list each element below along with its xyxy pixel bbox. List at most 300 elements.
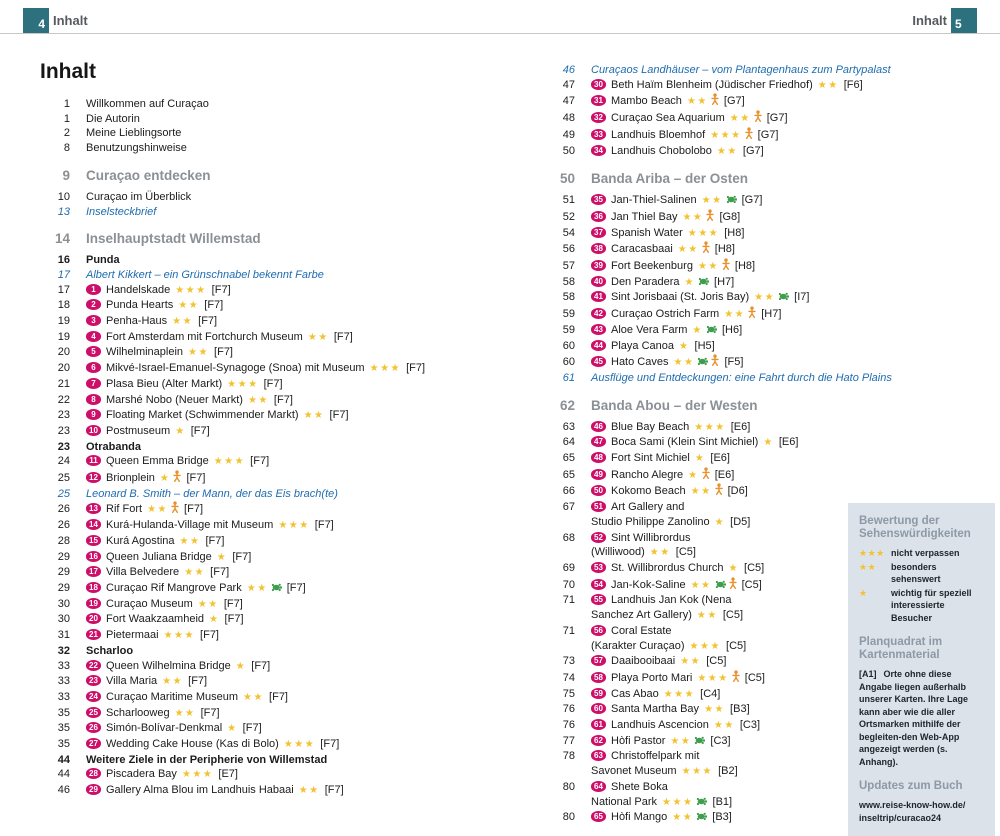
poi-number-badge: 2 bbox=[86, 299, 101, 310]
entry-page-number: 23 bbox=[57, 440, 70, 453]
toc-entry bbox=[40, 126, 520, 141]
entry-content bbox=[86, 628, 219, 644]
toc-entry bbox=[40, 345, 520, 361]
entry-content bbox=[86, 767, 238, 783]
entry-page-number: 68 bbox=[562, 531, 575, 544]
poi-name: Christoffelpark mit bbox=[611, 750, 700, 763]
map-grid-ref: [H8] bbox=[711, 243, 735, 256]
person-icon bbox=[711, 93, 719, 110]
subsection-heading bbox=[40, 753, 520, 768]
entry-page-number: 46 bbox=[57, 784, 70, 797]
entry-page-number: 33 bbox=[57, 690, 70, 703]
toc-entry bbox=[40, 141, 520, 156]
poi-name: Mambo Beach bbox=[611, 95, 682, 108]
entry-page-number: 57 bbox=[562, 260, 575, 273]
entry-content bbox=[86, 283, 231, 299]
poi-number-badge: 56 bbox=[591, 625, 606, 636]
star-rating: ★★★ bbox=[283, 739, 316, 751]
section-heading bbox=[40, 230, 520, 248]
entry-content bbox=[591, 290, 809, 306]
entry-page-number: 17 bbox=[57, 268, 70, 281]
entry-page-number: 69 bbox=[562, 561, 575, 574]
entry-content bbox=[86, 674, 207, 690]
entry-content bbox=[591, 593, 743, 623]
toc-entry bbox=[545, 483, 995, 500]
running-head-left: Inhalt bbox=[53, 13, 88, 28]
toc-entry bbox=[545, 451, 995, 467]
map-grid-ref: [F7] bbox=[403, 362, 426, 375]
entry-content bbox=[591, 780, 732, 810]
entry-content bbox=[591, 718, 760, 734]
map-grid-ref: [F7] bbox=[185, 675, 208, 688]
feature-article-entry bbox=[40, 268, 520, 283]
entry-page-number: 14 bbox=[54, 231, 70, 247]
poi-name: Landhuis Chobolobo bbox=[611, 144, 712, 157]
legend-grid-title: Planquadrat im Kartenmaterial bbox=[859, 636, 943, 661]
map-grid-ref: [G7] bbox=[738, 194, 763, 207]
poi-name: Marshé Nobo (Neuer Markt) bbox=[106, 393, 243, 406]
grid-explanation-text: Orte ohne diese Angabe liegen außerhalb unserer Karten. Ihre Lage kann aber wie die aller Ortsmarken mithilfe der begleiten-den Web-App angezeigt werden (s. Anhang). bbox=[859, 669, 969, 767]
map-grid-ref: [H7] bbox=[710, 275, 735, 288]
map-grid-ref: [E6] bbox=[727, 420, 751, 433]
entry-page-number: 50 bbox=[562, 144, 575, 157]
toc-entry bbox=[40, 565, 520, 581]
map-grid-ref: [H7] bbox=[758, 308, 782, 321]
entry-page-number: 35 bbox=[57, 722, 70, 735]
page-title: Inhalt bbox=[40, 60, 96, 83]
map-grid-ref: [E6] bbox=[711, 468, 735, 481]
star-rating: ★★ bbox=[690, 579, 712, 591]
map-grid-ref: [F7] bbox=[229, 550, 252, 563]
poi-number-badge: 51 bbox=[591, 501, 606, 512]
toc-entry bbox=[545, 209, 995, 226]
toc-entry bbox=[40, 330, 520, 346]
map-grid-ref: [C3] bbox=[707, 734, 731, 747]
star-rating: ★★ bbox=[172, 316, 194, 328]
star-rating: ★★ bbox=[682, 211, 704, 223]
entry-page-number: 54 bbox=[562, 226, 575, 239]
entry-page-number: 80 bbox=[562, 780, 575, 793]
poi-name: Gallery Alma Blou im Landhuis Habaai bbox=[106, 784, 294, 797]
poi-number-badge: 30 bbox=[591, 79, 606, 90]
star-rating: ★★★ bbox=[663, 688, 696, 700]
rating-row bbox=[859, 587, 986, 625]
nature-icon bbox=[726, 194, 737, 209]
grid-explanation bbox=[859, 668, 986, 768]
map-grid-ref: [G7] bbox=[739, 144, 764, 157]
entry-content bbox=[591, 339, 715, 355]
toc-entry bbox=[40, 190, 520, 205]
poi-name: Cas Abao bbox=[611, 687, 659, 700]
poi-number-badge: 35 bbox=[591, 194, 606, 205]
entry-page-number: 21 bbox=[57, 377, 70, 390]
poi-number-badge: 17 bbox=[86, 566, 101, 577]
map-grid-ref: [D6] bbox=[724, 485, 748, 498]
section-heading bbox=[545, 397, 995, 415]
map-grid-ref: [F7] bbox=[201, 299, 224, 312]
person-icon bbox=[715, 483, 723, 500]
poi-name: Brionplein bbox=[106, 472, 155, 485]
map-grid-ref: [F6] bbox=[840, 78, 863, 91]
poi-number-badge: 44 bbox=[591, 340, 606, 351]
nature-icon bbox=[696, 796, 707, 811]
poi-name: Jan Thiel Bay bbox=[611, 210, 678, 223]
map-grid-ref: [F7] bbox=[248, 659, 271, 672]
star-rating: ★★ bbox=[188, 347, 209, 359]
poi-number-badge: 37 bbox=[591, 227, 606, 238]
person-icon bbox=[702, 467, 710, 484]
star-rating: ★★ bbox=[178, 300, 200, 312]
poi-name: Curaçao Maritime Museum bbox=[106, 690, 239, 703]
poi-number-badge: 8 bbox=[86, 394, 101, 405]
poi-name: Handelskade bbox=[106, 283, 171, 296]
entry-page-number: 77 bbox=[562, 734, 575, 747]
entry-label: Willkommen auf Curaçao bbox=[86, 98, 209, 110]
poi-name: St. Willibrordus Church bbox=[611, 561, 724, 574]
star-rating: ★★ bbox=[303, 410, 325, 422]
poi-name: Punda Hearts bbox=[106, 299, 174, 312]
poi-number-badge: 15 bbox=[86, 535, 101, 546]
entry-content bbox=[591, 78, 863, 94]
entry-page-number: 56 bbox=[562, 243, 575, 256]
entry-label: Punda bbox=[86, 254, 120, 267]
entry-page-number: 18 bbox=[57, 299, 70, 312]
feature-article-entry bbox=[40, 205, 520, 220]
poi-number-badge: 20 bbox=[86, 613, 101, 624]
person-icon bbox=[706, 209, 714, 226]
star-rating: ★★★ bbox=[227, 378, 259, 390]
entry-page-number: 75 bbox=[562, 687, 575, 700]
poi-name-continued: Studio Philippe Zanolino bbox=[591, 515, 710, 528]
star-rating-3: ★★★ bbox=[859, 548, 885, 558]
poi-number-badge: 55 bbox=[591, 594, 606, 605]
entry-label: Ausflüge und Entdeckungen: eine Fahrt durch die Hato Plains bbox=[591, 371, 892, 384]
toc-entry bbox=[40, 534, 520, 550]
poi-name: Playa Canoa bbox=[611, 339, 674, 352]
poi-number-badge: 61 bbox=[591, 719, 606, 730]
toc-entry bbox=[545, 354, 995, 371]
poi-number-badge: 13 bbox=[86, 503, 101, 514]
star-rating: ★★★ bbox=[689, 640, 721, 652]
map-grid-ref: [F7] bbox=[330, 330, 353, 343]
poi-name: Daaibooibaai bbox=[611, 655, 676, 668]
map-grid-ref: [E7] bbox=[215, 768, 238, 781]
poi-number-badge: 14 bbox=[86, 519, 101, 530]
poi-name: Blue Bay Beach bbox=[611, 420, 690, 433]
entry-content bbox=[86, 753, 327, 768]
entry-page-number: 70 bbox=[562, 578, 575, 591]
entry-page-number: 2 bbox=[63, 127, 70, 140]
map-grid-ref: [H8] bbox=[731, 260, 756, 273]
star-rating: ★★★ bbox=[213, 456, 246, 468]
entry-content bbox=[86, 501, 203, 518]
entry-page-number: 29 bbox=[57, 566, 70, 579]
poi-name: Shete Boka bbox=[611, 780, 668, 793]
star-rating: ★★★ bbox=[710, 129, 742, 141]
entry-content bbox=[591, 702, 750, 718]
entry-page-number: 10 bbox=[57, 190, 70, 203]
poi-number-badge: 47 bbox=[591, 436, 606, 447]
toc-entry bbox=[40, 690, 520, 706]
toc-entry bbox=[40, 393, 520, 409]
poi-number-badge: 58 bbox=[591, 672, 606, 683]
poi-name-continued: (Karakter Curaçao) bbox=[591, 639, 685, 652]
toc-entry bbox=[545, 339, 995, 355]
entry-content bbox=[591, 170, 748, 188]
toc-entry bbox=[545, 306, 995, 323]
poi-number-badge: 57 bbox=[591, 655, 606, 666]
map-grid-ref: [G7] bbox=[763, 112, 788, 125]
entry-page-number: 74 bbox=[562, 671, 575, 684]
star-rating: ★★ bbox=[704, 704, 725, 716]
poi-name: Hato Caves bbox=[611, 356, 669, 369]
toc-entry bbox=[40, 501, 520, 518]
poi-name: Landhuis Bloemhof bbox=[611, 128, 706, 141]
entry-content bbox=[591, 420, 750, 436]
poi-name: Queen Wilhelmina Bridge bbox=[106, 659, 231, 672]
poi-number-badge: 4 bbox=[86, 331, 101, 342]
star-rating: ★ bbox=[159, 473, 171, 485]
entry-page-number: 30 bbox=[57, 613, 70, 626]
entry-page-number: 29 bbox=[57, 550, 70, 563]
star-rating: ★ bbox=[679, 340, 690, 352]
subsection-heading bbox=[40, 644, 520, 659]
poi-number-badge: 26 bbox=[86, 722, 101, 733]
entry-content bbox=[86, 470, 205, 487]
entry-content bbox=[591, 749, 738, 779]
subsection-heading bbox=[40, 253, 520, 268]
poi-name: Piscadera Bay bbox=[106, 768, 177, 781]
star-rating: ★★ bbox=[670, 735, 692, 747]
poi-number-badge: 39 bbox=[591, 260, 606, 271]
poi-number-badge: 9 bbox=[86, 409, 101, 420]
entry-page-number: 80 bbox=[562, 811, 575, 824]
poi-number-badge: 48 bbox=[591, 452, 606, 463]
poi-name-continued: Savonet Museum bbox=[591, 765, 677, 778]
toc-entry bbox=[40, 767, 520, 783]
poi-name: Fort Amsterdam mit Fortchurch Museum bbox=[106, 330, 303, 343]
entry-label: Weitere Ziele in der Peripherie von Willemstad bbox=[86, 753, 328, 766]
entry-content bbox=[591, 624, 746, 654]
map-grid-ref: [F7] bbox=[239, 722, 262, 735]
entry-content bbox=[86, 644, 133, 659]
rating-row bbox=[859, 547, 986, 560]
map-grid-ref: [H5] bbox=[691, 339, 715, 352]
star-rating: ★★★ bbox=[181, 769, 214, 781]
star-rating: ★★★ bbox=[694, 421, 726, 433]
feature-article-entry bbox=[40, 487, 520, 502]
entry-page-number: 71 bbox=[562, 594, 575, 607]
poi-name-continued-line bbox=[591, 639, 746, 655]
entry-label: Inselsteckbrief bbox=[86, 205, 157, 218]
nature-icon bbox=[697, 356, 708, 371]
entry-content bbox=[591, 734, 731, 750]
entry-content bbox=[86, 377, 283, 393]
entry-content bbox=[591, 371, 892, 386]
poi-name-continued: (Williwood) bbox=[591, 546, 645, 559]
star-rating: ★★ bbox=[724, 309, 746, 321]
toc-entry bbox=[545, 420, 995, 436]
entry-page-number: 33 bbox=[57, 675, 70, 688]
nature-icon bbox=[698, 276, 709, 291]
entry-content bbox=[591, 483, 748, 500]
entry-page-number: 25 bbox=[57, 472, 70, 485]
toc-entry bbox=[545, 78, 995, 94]
entry-page-number: 60 bbox=[562, 356, 575, 369]
entry-content bbox=[86, 487, 338, 502]
entry-content bbox=[86, 314, 217, 330]
poi-name: Rif Fort bbox=[106, 503, 143, 516]
entry-page-number: 23 bbox=[57, 424, 70, 437]
map-grid-ref: [C5] bbox=[738, 578, 762, 591]
entry-content bbox=[86, 659, 270, 675]
poi-name: Plasa Bieu (Alter Markt) bbox=[106, 377, 223, 390]
poi-number-badge: 50 bbox=[591, 485, 606, 496]
entry-page-number: 47 bbox=[562, 78, 575, 91]
entry-content bbox=[86, 141, 187, 156]
poi-number-badge: 1 bbox=[86, 284, 101, 295]
entry-page-number: 49 bbox=[562, 128, 575, 141]
poi-number-badge: 28 bbox=[86, 768, 101, 779]
map-grid-ref: [F7] bbox=[247, 455, 270, 468]
toc-entry bbox=[545, 323, 995, 339]
poi-number-badge: 32 bbox=[591, 112, 606, 123]
poi-name-continued-line bbox=[591, 515, 750, 531]
star-rating: ★★ bbox=[162, 676, 184, 688]
poi-number-badge: 59 bbox=[591, 688, 606, 699]
entry-page-number: 19 bbox=[57, 315, 70, 328]
poi-number-badge: 65 bbox=[591, 811, 606, 822]
star-rating: ★ bbox=[175, 425, 186, 437]
toc-entry bbox=[40, 408, 520, 424]
entry-page-number: 65 bbox=[562, 452, 575, 465]
poi-name: Fort Waakzaamheid bbox=[106, 613, 205, 626]
poi-name: Postmuseum bbox=[106, 424, 171, 437]
poi-number-badge: 45 bbox=[591, 356, 606, 367]
person-icon bbox=[754, 110, 762, 127]
toc-entry bbox=[40, 550, 520, 566]
map-grid-ref: [H8] bbox=[721, 226, 745, 239]
entry-content bbox=[86, 190, 191, 205]
star-rating: ★ bbox=[209, 614, 220, 626]
poi-number-badge: 43 bbox=[591, 324, 606, 335]
entry-page-number: 1 bbox=[63, 112, 70, 125]
entry-page-number: 51 bbox=[562, 194, 575, 207]
poi-name: Aloe Vera Farm bbox=[611, 323, 688, 336]
header-rule bbox=[0, 33, 1000, 34]
entry-page-number: 13 bbox=[57, 205, 70, 218]
poi-name: Fort Beekenburg bbox=[611, 260, 693, 273]
poi-number-badge: 3 bbox=[86, 315, 101, 326]
poi-number-badge: 36 bbox=[591, 211, 606, 222]
map-grid-ref: [F7] bbox=[317, 738, 340, 751]
star-rating: ★★★ bbox=[681, 766, 714, 778]
entry-content bbox=[591, 435, 798, 451]
poi-name: Penha-Haus bbox=[106, 315, 168, 328]
toc-left-column bbox=[40, 60, 520, 799]
toc-entry bbox=[40, 470, 520, 487]
star-rating: ★★ bbox=[817, 79, 839, 91]
star-rating: ★★★ bbox=[163, 630, 195, 642]
toc-entry bbox=[545, 275, 995, 291]
map-grid-ref: [F7] bbox=[260, 377, 283, 390]
entry-content bbox=[591, 500, 750, 530]
poi-name: Simón-Bolívar-Denkmal bbox=[106, 722, 223, 735]
poi-number-badge: 23 bbox=[86, 675, 101, 686]
toc-entry bbox=[40, 424, 520, 440]
entry-page-number: 26 bbox=[57, 519, 70, 532]
entry-content bbox=[86, 581, 306, 597]
map-grid-ref: [F7] bbox=[208, 283, 231, 296]
poi-number-badge: 63 bbox=[591, 750, 606, 761]
entry-page-number: 50 bbox=[559, 171, 575, 187]
poi-number-badge: 60 bbox=[591, 703, 606, 714]
poi-name: Boca Sami (Klein Sint Michiel) bbox=[611, 436, 759, 449]
entry-content bbox=[591, 193, 762, 209]
person-icon bbox=[729, 577, 737, 594]
entry-page-number: 26 bbox=[57, 503, 70, 516]
star-rating: ★ bbox=[227, 723, 238, 735]
star-rating: ★ bbox=[763, 437, 774, 449]
map-grid-ref: [F7] bbox=[210, 346, 233, 359]
person-icon bbox=[722, 258, 730, 275]
entry-page-number: 33 bbox=[57, 659, 70, 672]
toc-entry bbox=[40, 706, 520, 722]
star-rating: ★★ bbox=[184, 567, 206, 579]
map-grid-ref: [H6] bbox=[718, 323, 743, 336]
entry-content bbox=[86, 361, 425, 377]
poi-number-badge: 42 bbox=[591, 308, 606, 319]
section-heading bbox=[545, 170, 995, 188]
legend-box bbox=[848, 503, 995, 836]
person-icon bbox=[732, 670, 740, 687]
rating-label: nicht verpassen bbox=[891, 548, 960, 558]
entry-content bbox=[591, 577, 762, 594]
poi-number-badge: 41 bbox=[591, 291, 606, 302]
page-number-box-left: 4 bbox=[23, 8, 49, 33]
map-grid-ref: [F7] bbox=[183, 472, 206, 485]
entry-content bbox=[86, 518, 334, 534]
entry-content bbox=[86, 126, 181, 141]
star-rating: ★ bbox=[216, 551, 228, 563]
entry-label: Banda Ariba – der Osten bbox=[591, 171, 749, 187]
map-grid-ref: [C4] bbox=[697, 687, 721, 700]
star-rating-2: ★★ bbox=[859, 561, 877, 572]
entry-page-number: 78 bbox=[562, 750, 575, 763]
entry-label: Scharloo bbox=[86, 644, 134, 657]
map-grid-ref: [C5] bbox=[722, 639, 747, 652]
star-rating: ★★ bbox=[307, 331, 329, 343]
poi-name-continued-line bbox=[591, 764, 738, 780]
poi-number-badge: 19 bbox=[86, 598, 101, 609]
entry-page-number: 20 bbox=[57, 362, 70, 375]
star-rating: ★ bbox=[235, 660, 247, 672]
poi-name: Curaçao Rif Mangrove Park bbox=[106, 581, 242, 594]
star-rating: ★ bbox=[688, 469, 699, 481]
entry-content bbox=[591, 241, 735, 258]
poi-number-badge: 6 bbox=[86, 362, 101, 373]
poi-name: Villa Maria bbox=[106, 675, 158, 688]
entry-page-number: 66 bbox=[562, 485, 575, 498]
poi-number-badge: 54 bbox=[591, 579, 606, 590]
nature-icon bbox=[696, 811, 707, 826]
star-rating: ★★ bbox=[174, 707, 196, 719]
entry-page-number: 20 bbox=[57, 346, 70, 359]
poi-name: Hòfi Mango bbox=[611, 811, 668, 824]
poi-number-badge: 33 bbox=[591, 129, 606, 140]
entry-content bbox=[591, 144, 764, 160]
star-rating: ★★ bbox=[298, 785, 320, 797]
